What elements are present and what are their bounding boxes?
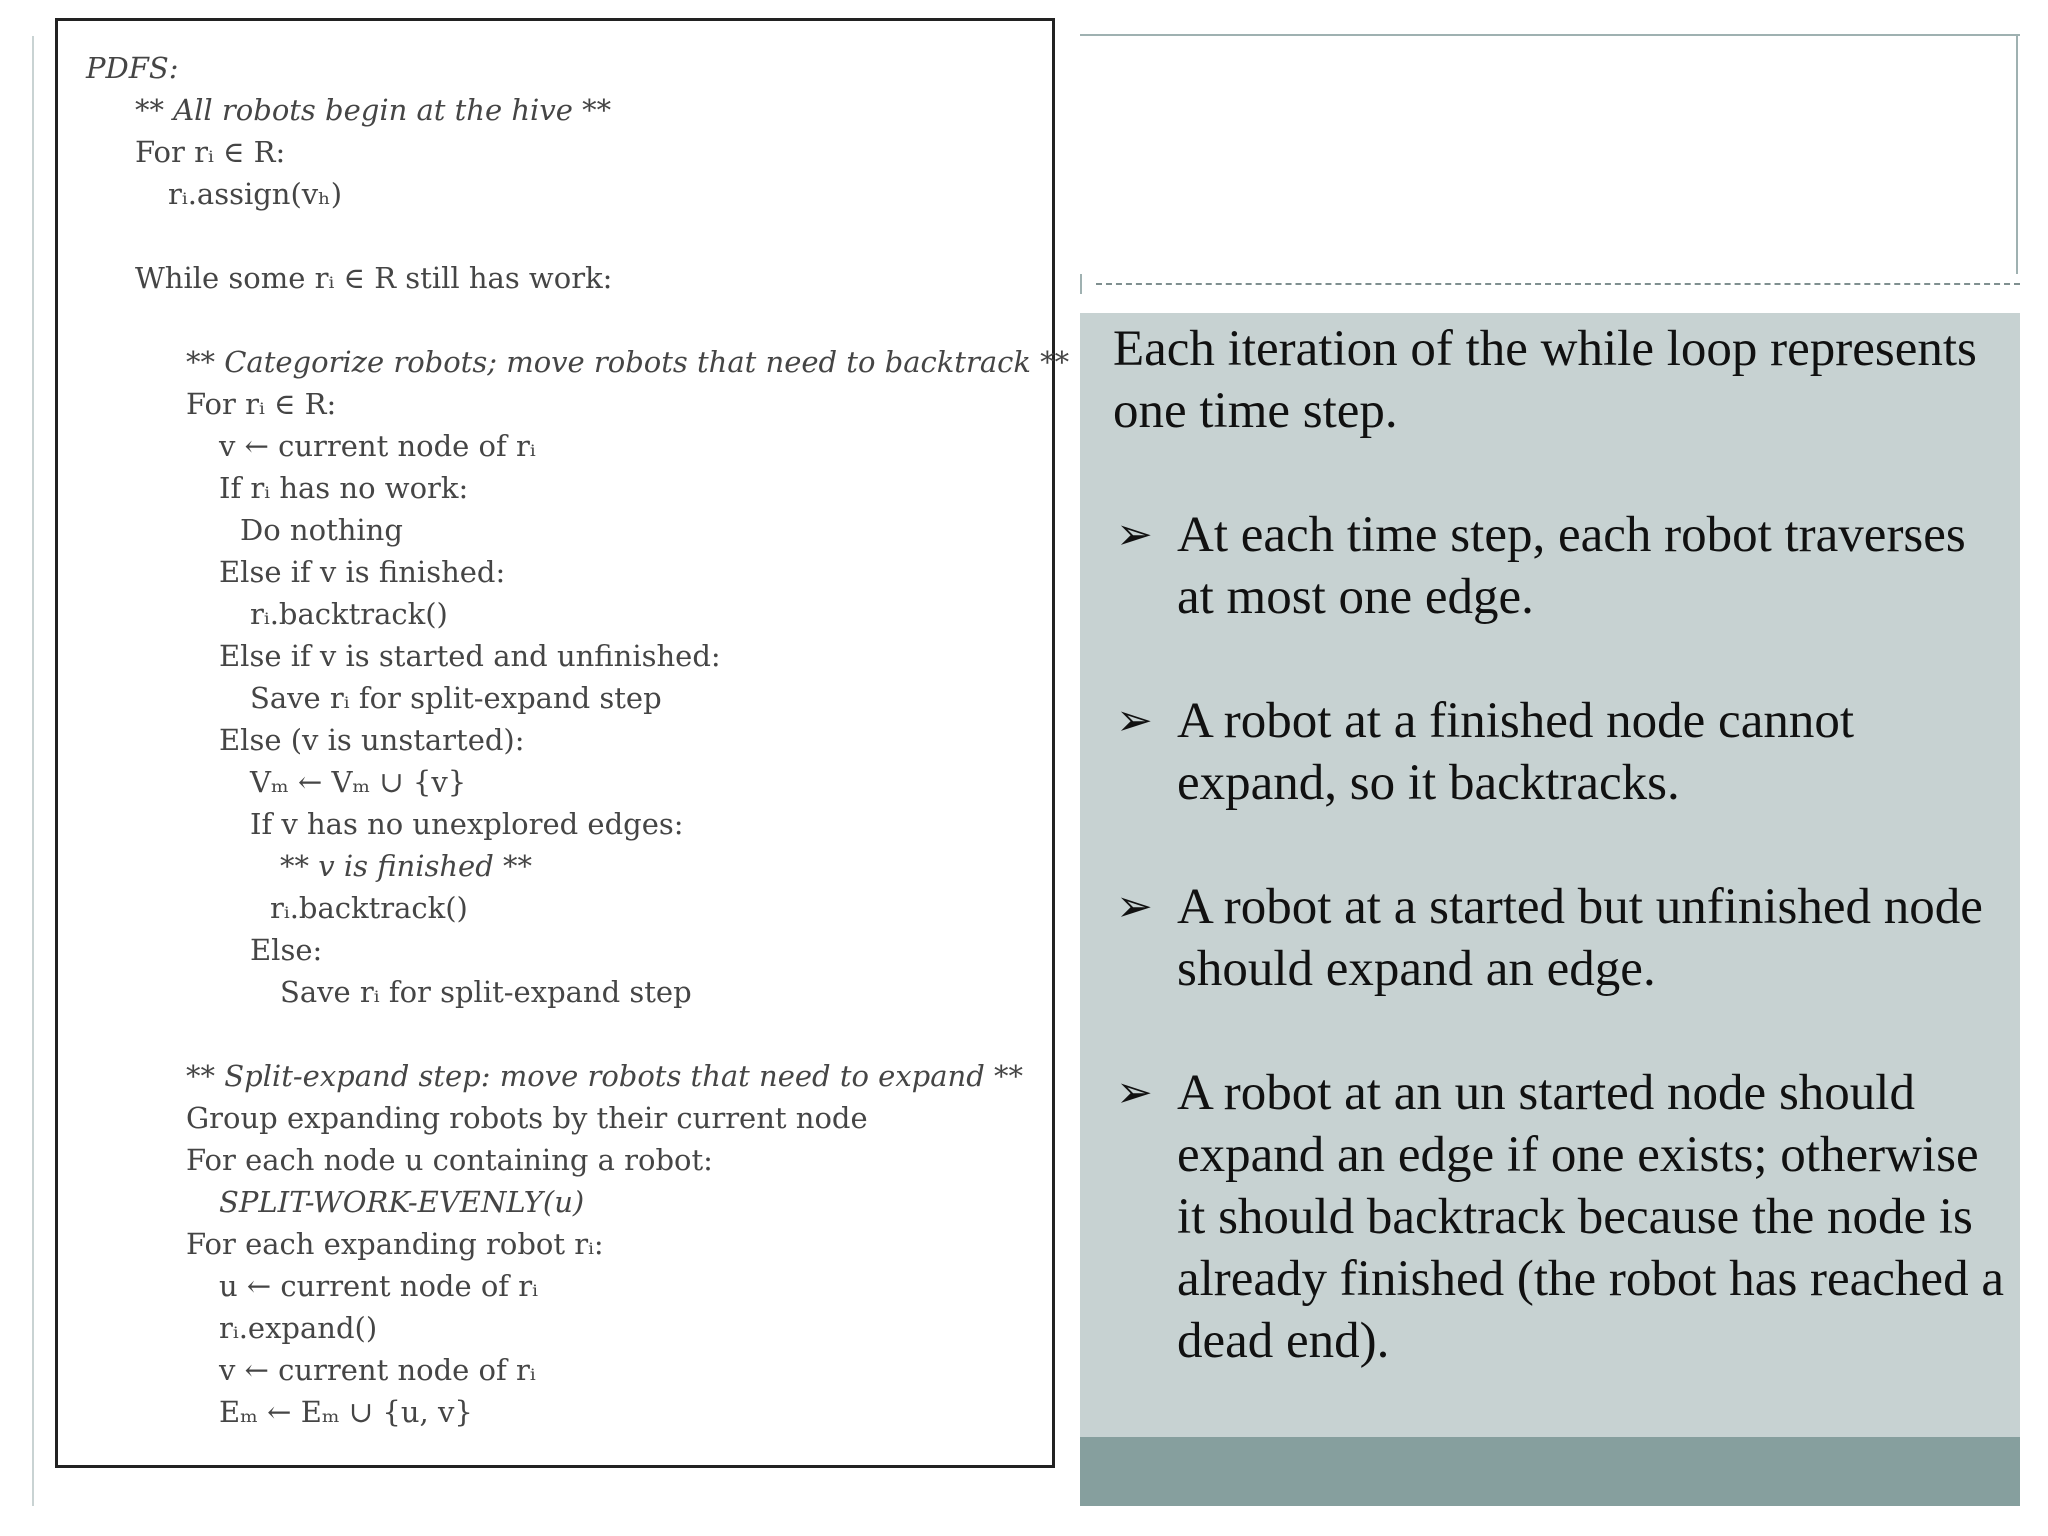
- algorithm-line: Else if v is started and unfinished:: [219, 639, 721, 673]
- slide-frame-right: [2016, 34, 2018, 274]
- algorithm-line: If rᵢ has no work:: [219, 471, 469, 505]
- algorithm-line: u ← current node of rᵢ: [219, 1269, 538, 1303]
- algorithm-line: Else if v is finished:: [219, 555, 506, 589]
- slide-frame-top: [1080, 34, 2020, 36]
- bullet-text: At each time step, each robot traverses at most one edge.: [1177, 507, 1966, 625]
- bullet-item: [1113, 1062, 2013, 1372]
- bullet-text: A robot at an un started node should expand an edge if one exists; otherwise it should backtrack because the node is already finished (the robot has reached a dead end).: [1177, 1065, 2004, 1369]
- algorithm-line: Save rᵢ for split-expand step: [280, 975, 692, 1009]
- algorithm-line: rᵢ.backtrack(): [250, 597, 448, 631]
- bullet-item: [1113, 504, 2013, 628]
- algorithm-comment: ** All robots begin at the hive **: [135, 93, 612, 127]
- algorithm-line: Eₘ ← Eₘ ∪ {u, v}: [219, 1395, 473, 1429]
- algorithm-line: Vₘ ← Vₘ ∪ {v}: [250, 765, 467, 799]
- algorithm-line: v ← current node of rᵢ: [219, 429, 536, 463]
- arrow-bullet-icon: ➢: [1116, 696, 1153, 745]
- arrow-bullet-icon: ➢: [1116, 510, 1153, 559]
- algorithm-line: For rᵢ ∈ R:: [186, 387, 337, 421]
- algorithm-title: PDFS:: [86, 51, 179, 85]
- algorithm-line: Do nothing: [240, 513, 403, 547]
- algorithm-line: rᵢ.backtrack(): [270, 891, 468, 925]
- algorithm-comment: ** Categorize robots; move robots that need to backtrack **: [186, 345, 1070, 379]
- algorithm-line: If v has no unexplored edges:: [250, 807, 684, 841]
- panel-bottom-band: [1080, 1437, 2020, 1506]
- dashed-divider: [1096, 283, 2020, 285]
- algorithm-line: Save rᵢ for split-expand step: [250, 681, 662, 715]
- algorithm-line: Group expanding robots by their current node: [186, 1101, 868, 1135]
- left-rule: [32, 36, 34, 1506]
- algorithm-comment: ** v is finished **: [280, 849, 532, 883]
- arrow-bullet-icon: ➢: [1116, 882, 1153, 931]
- explanation-intro: Each iteration of the while loop represents one time step.: [1113, 321, 1977, 439]
- slide-frame-tick: [1080, 274, 1082, 294]
- algorithm-line: For rᵢ ∈ R:: [135, 135, 286, 169]
- algorithm-line: rᵢ.assign(vₕ): [168, 177, 343, 211]
- algorithm-comment: ** Split-expand step: move robots that need to expand **: [186, 1059, 1023, 1093]
- algorithm-box: [55, 18, 1070, 1468]
- bullet-text: A robot at a finished node cannot expand, so it backtracks.: [1177, 693, 1854, 811]
- algorithm-line: SPLIT-WORK-EVENLY(u): [219, 1185, 585, 1219]
- algorithm-line: rᵢ.expand(): [219, 1311, 378, 1345]
- bullet-item: [1113, 690, 2013, 814]
- explanation-text: [1113, 318, 2013, 1372]
- bullet-item: [1113, 876, 2013, 1000]
- algorithm-line: For each expanding robot rᵢ:: [186, 1227, 604, 1261]
- algorithm-line: Else (v is unstarted):: [219, 723, 525, 757]
- algorithm-line: Else:: [250, 933, 323, 967]
- algorithm-line: For each node u containing a robot:: [186, 1143, 713, 1177]
- algorithm-line: v ← current node of rᵢ: [219, 1353, 536, 1387]
- algorithm-line: While some rᵢ ∈ R still has work:: [135, 261, 613, 295]
- arrow-bullet-icon: ➢: [1116, 1068, 1153, 1117]
- bullet-text: A robot at a started but unfinished node should expand an edge.: [1177, 879, 1983, 997]
